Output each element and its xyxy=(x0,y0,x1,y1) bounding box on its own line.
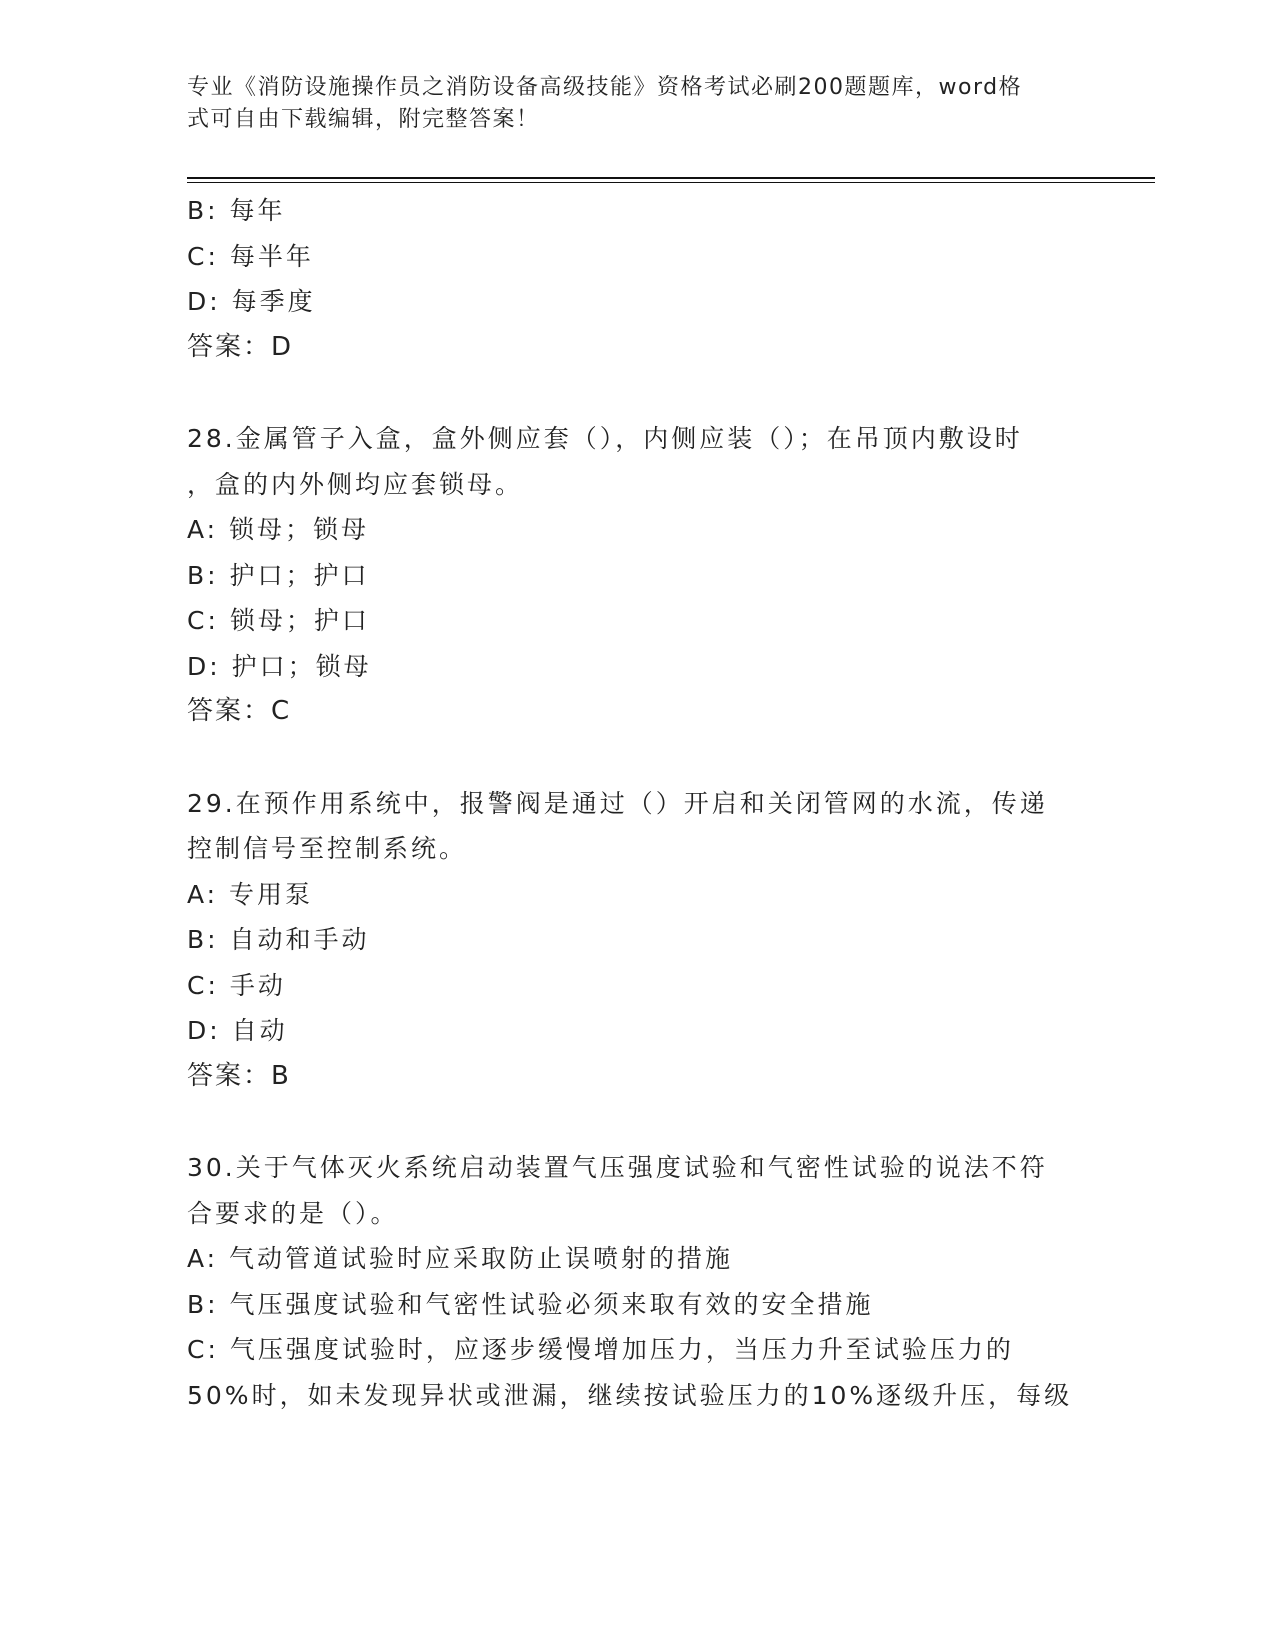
header-rule-thick xyxy=(187,177,1155,179)
header-title-line-1: 专业《消防设施操作员之消防设备高级技能》资格考试必刷200题题库，word格 xyxy=(187,75,1023,100)
question-spacer xyxy=(187,370,1087,416)
option-d: D: 护口；锁母 xyxy=(187,651,372,681)
question-stem xyxy=(187,1145,1087,1236)
option-b: B: 每年 xyxy=(187,196,286,225)
option-a: A: 专用泵 xyxy=(187,879,314,909)
stem-line-1: 29.在预作用系统中，报警阀是通过（）开启和关闭管网的水流，传递 xyxy=(187,788,1048,818)
stem-line-2: ，盒的内外侧均应套锁母。 xyxy=(187,469,524,499)
option-a: A: 气动管道试验时应采取防止误喷射的措施 xyxy=(187,1244,734,1273)
option-c: C: 每半年 xyxy=(187,241,314,271)
question-30 xyxy=(187,1145,1087,1418)
option-b: B: 气压强度试验和气密性试验必须来取有效的安全措施 xyxy=(187,1289,874,1319)
option-b: B: 自动和手动 xyxy=(187,925,370,954)
question-29 xyxy=(187,781,1087,1100)
document-header xyxy=(187,72,1067,136)
answer-line: 答案：B xyxy=(187,1060,291,1091)
option-a: A: 锁母；锁母 xyxy=(187,515,370,544)
answer-line: 答案：C xyxy=(187,696,292,726)
option-c-continued: 50%时，如未发现异状或泄漏，继续按试验压力的10%逐级升压，每级 xyxy=(187,1380,1073,1410)
question-content xyxy=(187,188,1087,1418)
header-title-line-2: 式可自由下载编辑，附完整答案！ xyxy=(187,107,540,132)
question-27 xyxy=(187,188,1087,370)
question-spacer xyxy=(187,735,1087,781)
option-c: C: 锁母；护口 xyxy=(187,606,370,635)
question-stem xyxy=(187,781,1087,872)
stem-line-2: 控制信号至控制系统。 xyxy=(187,834,468,863)
option-c: C: 气压强度试验时，应逐步缓慢增加压力，当压力升至试验压力的 xyxy=(187,1335,1014,1364)
stem-line-1: 28.金属管子入盒，盒外侧应套（），内侧应装（）；在吊顶内敷设时 xyxy=(187,424,1023,453)
option-c: C: 手动 xyxy=(187,970,286,1000)
answer-line: 答案：D xyxy=(187,331,294,362)
question-spacer xyxy=(187,1099,1087,1145)
header-rule-thin xyxy=(187,182,1155,183)
question-stem xyxy=(187,416,1087,507)
stem-line-2: 合要求的是（）。 xyxy=(187,1198,399,1228)
stem-line-1: 30.关于气体灭火系统启动装置气压强度试验和气密性试验的说法不符 xyxy=(187,1153,1048,1182)
option-b: B: 护口；护口 xyxy=(187,560,370,590)
question-28 xyxy=(187,416,1087,735)
option-d: D: 每季度 xyxy=(187,287,316,316)
option-d: D: 自动 xyxy=(187,1016,288,1045)
